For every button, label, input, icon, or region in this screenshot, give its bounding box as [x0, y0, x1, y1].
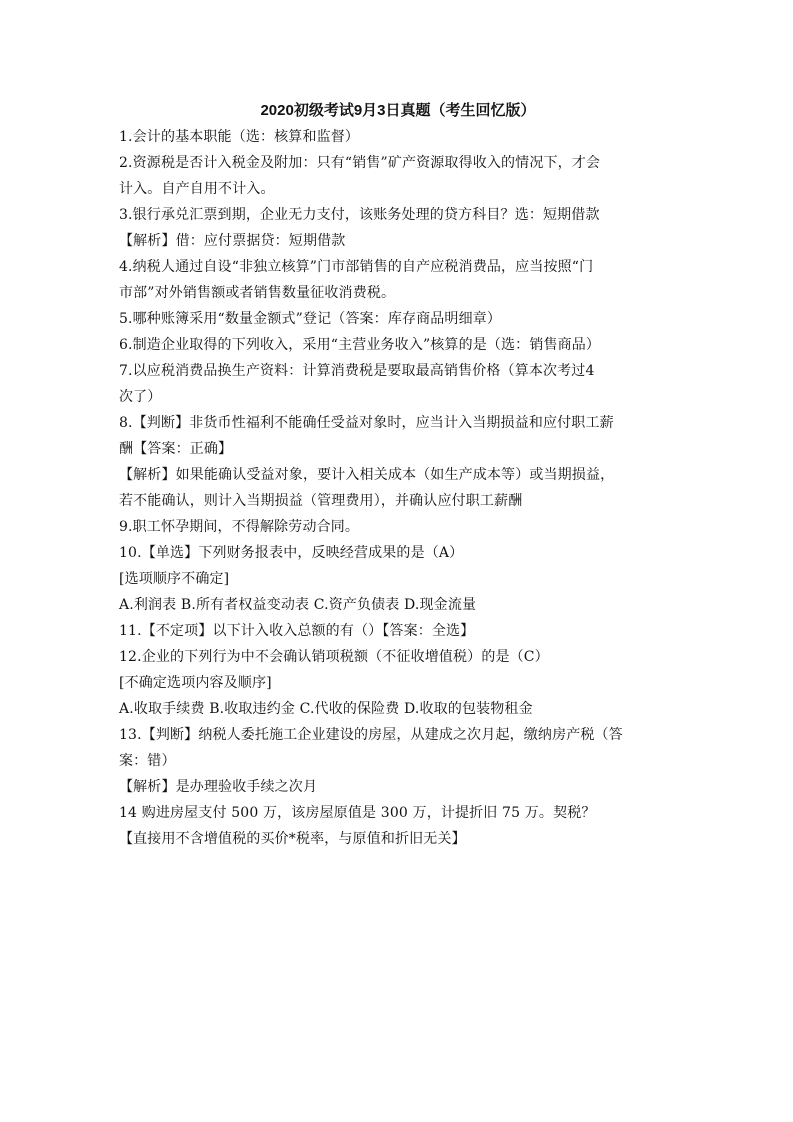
text-line: 5.哪种账簿采用“数量金额式”登记（答案：库存商品明细章） — [119, 311, 502, 327]
text-line: 【直接用不含增值税的买价*税率，与原值和折旧无关】 — [119, 831, 466, 847]
text-line: [选项顺序不确定] — [119, 571, 230, 587]
text-line: 【解析】借：应付票据贷：短期借款 — [119, 233, 346, 249]
text-line: 1.会计的基本职能（选：核算和监督） — [119, 129, 360, 145]
text-line: 3.银行承兑汇票到期，企业无力支付，该账务处理的贷方科目？选：短期借款 — [119, 207, 600, 223]
text-line: 【解析】如果能确认受益对象，要计入相关成本（如生产成本等）或当期损益， — [119, 467, 615, 483]
text-line: 2.资源税是否计入税金及附加：只有“销售”矿产资源取得收入的情况下，才会 — [119, 155, 601, 171]
text-line: 9.职工怀孕期间，不得解除劳动合同。 — [119, 519, 360, 535]
text-line: [不确定选项内容及顺序] — [119, 675, 272, 691]
text-line: 【解析】是办理验收手续之次月 — [119, 779, 318, 795]
text-line: 6.制造企业取得的下列收入，采用“主营业务收入”核算的是（选：销售商品） — [119, 337, 601, 353]
text-line: 市部”对外销售额或者销售数量征收消费税。 — [119, 285, 396, 301]
text-line: 14 购进房屋支付 500 万，该房屋原值是 300 万，计提折旧 75 万。契税？ — [119, 805, 596, 821]
text-line: 10.【单选】下列财务报表中，反映经营成果的是（A） — [119, 545, 464, 561]
text-line: 酬【答案：正确】 — [119, 441, 233, 457]
text-line: 案：错） — [119, 753, 176, 769]
text-line: A.收取手续费 B.收取违约金 C.代收的保险费 D.收取的包装物租金 — [119, 701, 533, 717]
text-line: 次了） — [119, 389, 162, 405]
text-line: 若不能确认，则计入当期损益（管理费用），并确认应付职工薪酬 — [119, 493, 523, 509]
text-line: A.利润表 B.所有者权益变动表 C.资产负债表 D.现金流量 — [119, 597, 477, 613]
text-line: 4.纳税人通过自设“非独立核算”门市部销售的自产应税消费品，应当按照“门 — [119, 259, 594, 275]
document-title: 2020初级考试9月3日真题（考生回忆版） — [260, 102, 536, 119]
text-line: 11.【不定项】以下计入收入总额的有（）【答案：全选】 — [119, 623, 475, 639]
text-line: 13.【判断】纳税人委托施工企业建设的房屋，从建成之次月起，缴纳房产税（答 — [119, 727, 623, 743]
text-line: 计入。自产自用不计入。 — [119, 181, 275, 197]
text-line: 8.【判断】非货币性福利不能确任受益对象时，应当计入当期损益和应付职工薪 — [119, 415, 614, 431]
document-body — [119, 124, 677, 852]
text-line: 12.企业的下列行为中不会确认销项税额（不征收增值税）的是（C） — [119, 649, 549, 665]
text-line: 7.以应税消费品换生产资料：计算消费税是要取最高销售价格（算本次考过4 — [119, 363, 595, 379]
